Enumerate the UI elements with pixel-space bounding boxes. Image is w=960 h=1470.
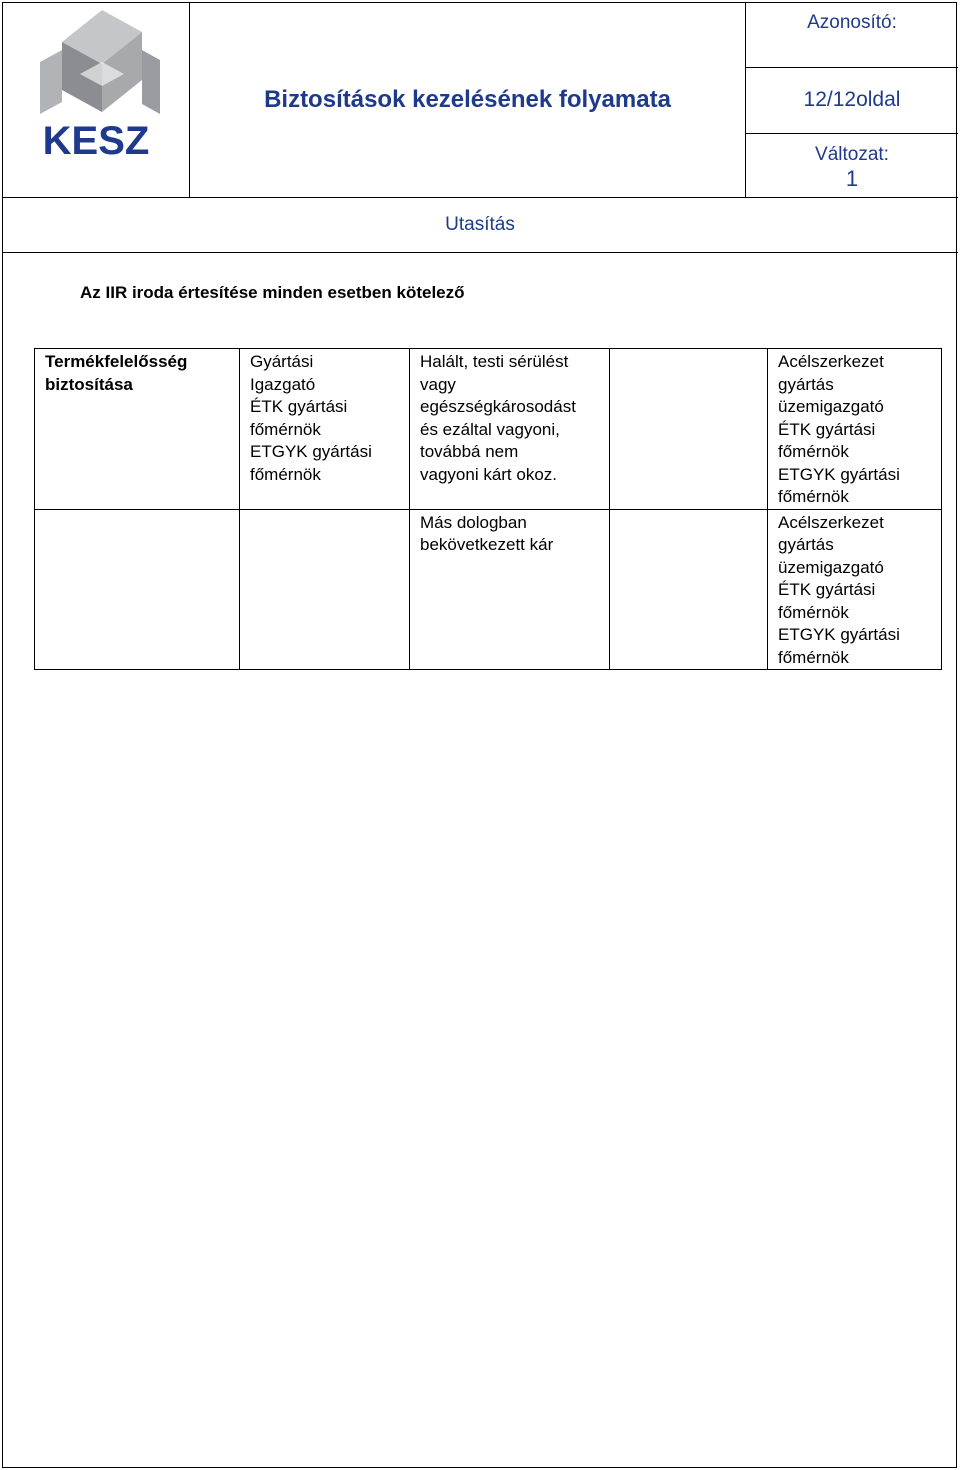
- table-cell: Acélszerkezet gyártás üzemigazgató ÉTK gyártási főmérnök ETGYK gyártási főmérnök: [768, 349, 942, 510]
- table-cell: [610, 509, 768, 670]
- logo-cube-icon: [40, 10, 160, 114]
- document-header: [2, 2, 958, 198]
- table-cell: Halált, testi sérülést vagy egészségkárosodást és ezáltal vagyoni, továbbá nem vagyoni kárt okoz.: [410, 349, 610, 510]
- table-cell: [610, 349, 768, 510]
- document-meta: [746, 2, 958, 198]
- company-logo: [2, 2, 190, 198]
- page-indicator: 12/12oldal: [746, 68, 958, 134]
- table-cell: [240, 509, 410, 670]
- version-cell: [746, 134, 958, 198]
- table-cell: Acélszerkezet gyártás üzemigazgató ÉTK gyártási főmérnök ETGYK gyártási főmérnök: [768, 509, 942, 670]
- notice-text: Az IIR iroda értesítése minden esetben kötelező: [80, 283, 465, 302]
- table-cell: Termékfelelősség biztosítása: [35, 349, 240, 510]
- table-row: [35, 509, 942, 670]
- table-cell: Más dologban bekövetkezett kár: [410, 509, 610, 670]
- document-title: Biztosítások kezelésének folyamata: [264, 86, 671, 113]
- version-label: Változat:: [815, 144, 889, 165]
- table-cell: Gyártási Igazgató ÉTK gyártási főmérnök ETGYK gyártási főmérnök: [240, 349, 410, 510]
- version-value: 1: [845, 166, 859, 191]
- logo-text: KESZ: [42, 119, 150, 163]
- instruction-label: Utasítás: [445, 214, 515, 235]
- insurance-table: [34, 348, 942, 670]
- instruction-row: [2, 198, 958, 253]
- document-title-cell: [190, 2, 746, 198]
- identifier-label: Azonosító:: [746, 2, 958, 68]
- table-cell: [35, 509, 240, 670]
- table-row: [35, 349, 942, 510]
